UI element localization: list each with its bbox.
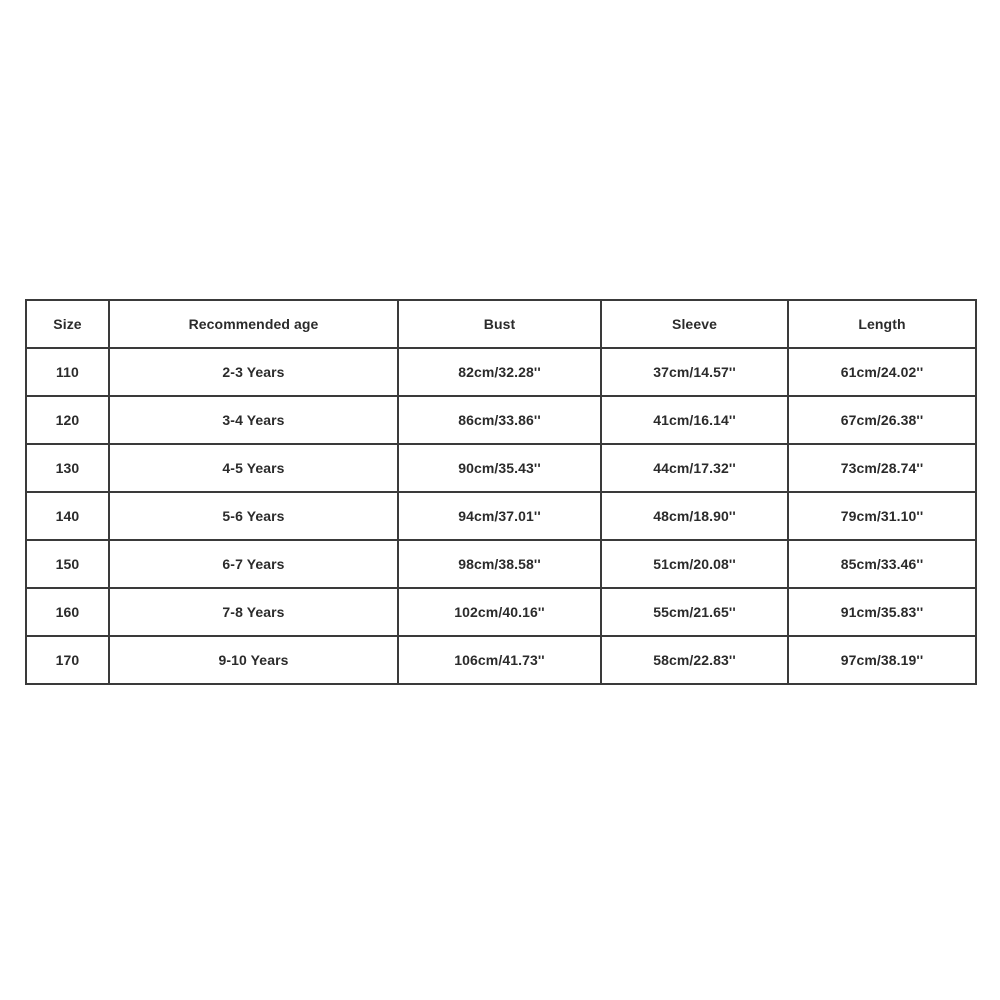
cell-length: 91cm/35.83'' xyxy=(788,588,976,636)
cell-sleeve: 58cm/22.83'' xyxy=(601,636,788,684)
size-chart-table xyxy=(25,299,977,685)
cell-size: 110 xyxy=(26,348,109,396)
table-row xyxy=(26,588,976,636)
cell-size: 140 xyxy=(26,492,109,540)
cell-sleeve: 44cm/17.32'' xyxy=(601,444,788,492)
cell-length: 61cm/24.02'' xyxy=(788,348,976,396)
header-bust: Bust xyxy=(398,300,601,348)
cell-sleeve: 55cm/21.65'' xyxy=(601,588,788,636)
cell-age: 9-10 Years xyxy=(109,636,398,684)
cell-sleeve: 41cm/16.14'' xyxy=(601,396,788,444)
cell-bust: 90cm/35.43'' xyxy=(398,444,601,492)
header-size: Size xyxy=(26,300,109,348)
table-row xyxy=(26,492,976,540)
cell-length: 73cm/28.74'' xyxy=(788,444,976,492)
header-recommended-age: Recommended age xyxy=(109,300,398,348)
cell-size: 170 xyxy=(26,636,109,684)
cell-bust: 98cm/38.58'' xyxy=(398,540,601,588)
table-row xyxy=(26,636,976,684)
cell-size: 130 xyxy=(26,444,109,492)
cell-length: 85cm/33.46'' xyxy=(788,540,976,588)
cell-bust: 102cm/40.16'' xyxy=(398,588,601,636)
cell-sleeve: 48cm/18.90'' xyxy=(601,492,788,540)
cell-size: 150 xyxy=(26,540,109,588)
header-sleeve: Sleeve xyxy=(601,300,788,348)
cell-age: 7-8 Years xyxy=(109,588,398,636)
cell-size: 160 xyxy=(26,588,109,636)
cell-age: 4-5 Years xyxy=(109,444,398,492)
table-header-row xyxy=(26,300,976,348)
table-row xyxy=(26,396,976,444)
cell-sleeve: 51cm/20.08'' xyxy=(601,540,788,588)
cell-age: 2-3 Years xyxy=(109,348,398,396)
cell-bust: 82cm/32.28'' xyxy=(398,348,601,396)
cell-age: 6-7 Years xyxy=(109,540,398,588)
cell-bust: 94cm/37.01'' xyxy=(398,492,601,540)
cell-length: 97cm/38.19'' xyxy=(788,636,976,684)
cell-age: 3-4 Years xyxy=(109,396,398,444)
table-row xyxy=(26,348,976,396)
cell-bust: 106cm/41.73'' xyxy=(398,636,601,684)
cell-length: 79cm/31.10'' xyxy=(788,492,976,540)
header-length: Length xyxy=(788,300,976,348)
cell-age: 5-6 Years xyxy=(109,492,398,540)
table-row xyxy=(26,540,976,588)
cell-sleeve: 37cm/14.57'' xyxy=(601,348,788,396)
cell-bust: 86cm/33.86'' xyxy=(398,396,601,444)
cell-length: 67cm/26.38'' xyxy=(788,396,976,444)
cell-size: 120 xyxy=(26,396,109,444)
table-row xyxy=(26,444,976,492)
